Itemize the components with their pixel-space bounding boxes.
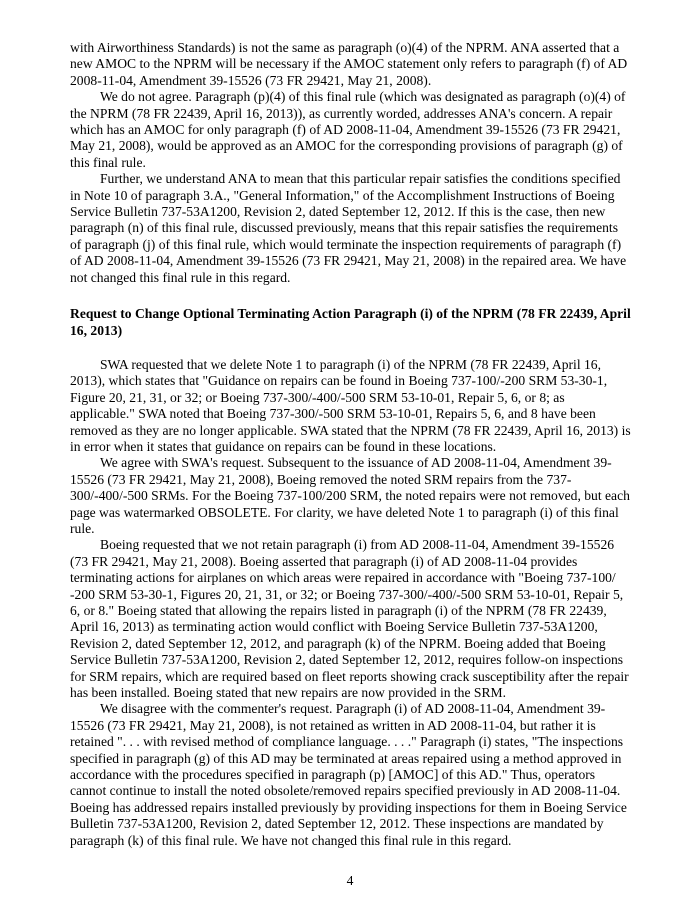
paragraph-boeing-response: We disagree with the commenter's request. Paragraph (i) of AD 2008-11-04, Amendment 39-15526 (73 FR 29421, May 21, 2008), is not retained as written in AD 2008-11-04, but rather it is retained ". . . with revised method of compliance language. . . ." Paragraph (i) states, "The inspections specified in paragraph (g) of this AD may be terminated at areas repaired using a method approved in accordance with the procedures specified in paragraph (p) [AMOC] of this AD." Thus, operators cannot continue to install the noted obsolete/removed repairs specified previously in AD 2008-11-04. Boeing has addressed repairs installed previously by providing inspections for them in Boeing Service Bulletin 737-53A1200, Revision 2, dated September 12, 2012. These inspections are mandated by paragraph (k) of this final rule. We have not changed this final rule in this regard. [70,701,627,848]
page-number: 4 [346,873,354,888]
paragraph-continuation: with Airworthiness Standards) is not the same as paragraph (o)(4) of the NPRM. ANA asserted that a new AMOC to the NPRM will be necessary if the AMOC statement only refers to paragraph (f) of AD 2008-11-04, Amendment 39-15526 (73 FR 29421, May 21, 2008). [70,40,628,88]
paragraph-further-ana: Further, we understand ANA to mean that this particular repair satisfies the conditions specified in Note 10 of paragraph 3.A., "General Information," of the Accomplishment Instructions of Boeing Service Bulletin 737-53A1200, Revision 2, dated September 12, 2012. If this is the case, then new paragraph (n) of this final rule, discussed previously, means that this repair satisfies the requirements of paragraph (j) of this final rule, which would terminate the inspection requirements of paragraph (f) of AD 2008-11-04, Amendment 39-15526 (73 FR 29421, May 21, 2008) in the repaired area. We have not changed this final rule in this regard. [70,171,627,285]
section-heading: Request to Change Optional Terminating Action Paragraph (i) of the NPRM (78 FR 22439, April 16, 2013) [70,306,631,338]
paragraph-response-ana: We do not agree. Paragraph (p)(4) of this final rule (which was designated as paragraph (o)(4) of the NPRM (78 FR 22439, April 16, 2013)), as currently worded, addresses ANA's concern. A repair which has an AMOC for only paragraph (f) of AD 2008-11-04, Amendment 39-15526 (73 FR 29421, May 21, 2008), would be approved as an AMOC for the corresponding provisions of paragraph (g) of this final rule. [70,89,626,170]
document-body [70,40,632,849]
paragraph-swa-response: We agree with SWA's request. Subsequent to the issuance of AD 2008-11-04, Amendment 39-15526 (73 FR 29421, May 21, 2008), Boeing removed the noted SRM repairs from the 737-300/-400/-500 SRMs. For the Boeing 737-100/200 SRM, the noted repairs were not removed, but each page was watermarked OBSOLETE. For clarity, we have deleted Note 1 to paragraph (i) of this final rule. [70,455,630,536]
paragraph-swa-request: SWA requested that we delete Note 1 to paragraph (i) of the NPRM (78 FR 22439, April 16, 2013), which states that "Guidance on repairs can be found in Boeing 737-100/-200 SRM 53-30-1, Figure 20, 21, 31, or 32; or Boeing 737-300/-400/-500 SRM 53-10-01, Repair 5, 6, or 8; as applicable." SWA noted that Boeing 737-300/-500 SRM 53-10-01, Repairs 5, 6, and 8 have been removed as they are no longer applicable. SWA stated that the NPRM (78 FR 22439, April 16, 2013) is in error when it states that guidance on repairs can be found in these locations. [70,356,631,454]
paragraph-boeing-request: Boeing requested that we not retain paragraph (i) from AD 2008-11-04, Amendment 39-15526 (73 FR 29421, May 21, 2008). Boeing asserted that paragraph (i) of AD 2008-11-04 provides terminating actions for airplanes on which areas were repaired in accordance with "Boeing 737-100/ -200 SRM 53-30-1, Figures 20, 21, 31, or 32; or Boeing 737-300/-400/-500 SRM 53-10-01, Repair 5, 6, or 8." Boeing stated that allowing the repairs listed in paragraph (i) of the NPRM (78 FR 22439, April 16, 2013) as terminating action would conflict with Boeing Service Bulletin 737-53A1200, Revision 2, dated September 12, 2012, and paragraph (k) of the NPRM. Boeing added that Boeing Service Bulletin 737-53A1200, Revision 2, dated September 12, 2012, requires follow-on inspections for SRM repairs, which are required based on fleet reports showing crack susceptibility after the repair has been installed. Boeing stated that new repairs are now provided in the SRM. [70,537,629,701]
